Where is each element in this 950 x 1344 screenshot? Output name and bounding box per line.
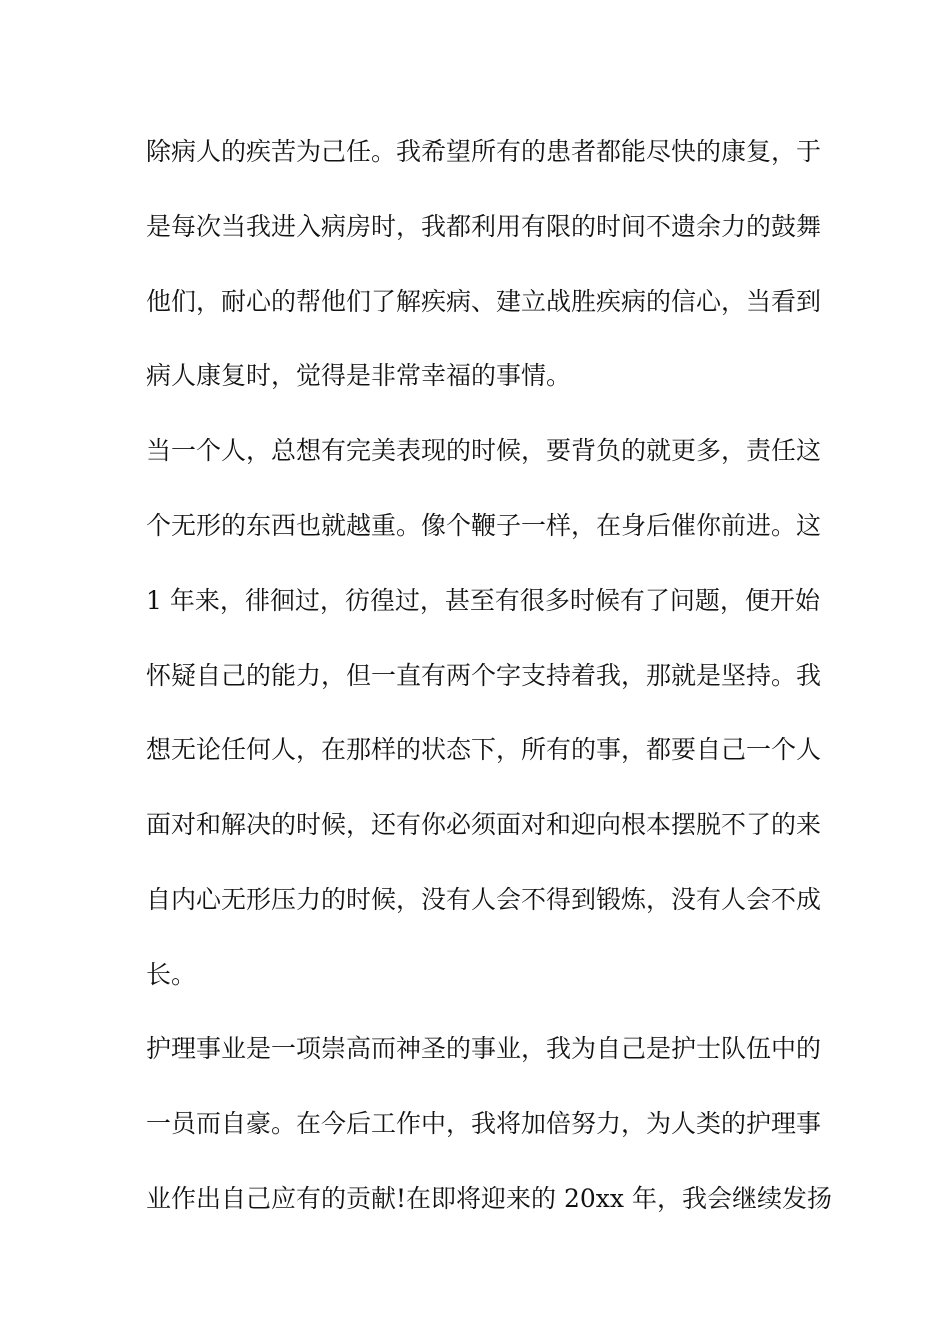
text-line: 自内心无形压力的时候，没有人会不得到锻炼，没有人会不成 [146,885,822,914]
text-line: 除病人的疾苦为己任。我希望所有的患者都能尽快的康复，于 [146,137,822,166]
text-line: 病人康复时，觉得是非常幸福的事情。 [146,361,572,390]
text-line: 一员而自豪。在今后工作中，我将加倍努力，为人类的护理事 [146,1109,822,1138]
text-line: 1 年来，徘徊过，彷徨过，甚至有很多时候有了问题，便开始 [146,586,820,615]
text-line: 护理事业是一项崇高而神圣的事业，我为自己是护士队伍中的 [146,1034,822,1063]
text-line: 想无论任何人，在那样的状态下，所有的事，都要自己一个人 [146,735,822,764]
text-line: 是每次当我进入病房时，我都利用有限的时间不遗余力的鼓舞 [146,212,822,241]
text-line: 业作出自己应有的贡献!在即将迎来的 20xx 年，我会继续发扬 [146,1184,832,1213]
text-line: 长。 [146,960,197,989]
text-line: 面对和解决的时候，还有你必须面对和迎向根本摆脱不了的来 [146,810,822,839]
text-line: 个无形的东西也就越重。像个鞭子一样，在身后催你前进。这 [146,511,822,540]
text-line: 当一个人，总想有完美表现的时候，要背负的就更多，责任这 [146,436,822,465]
text-line: 他们，耐心的帮他们了解疾病、建立战胜疾病的信心，当看到 [146,287,822,316]
text-line: 怀疑自己的能力，但一直有两个字支持着我，那就是坚持。我 [146,661,822,690]
